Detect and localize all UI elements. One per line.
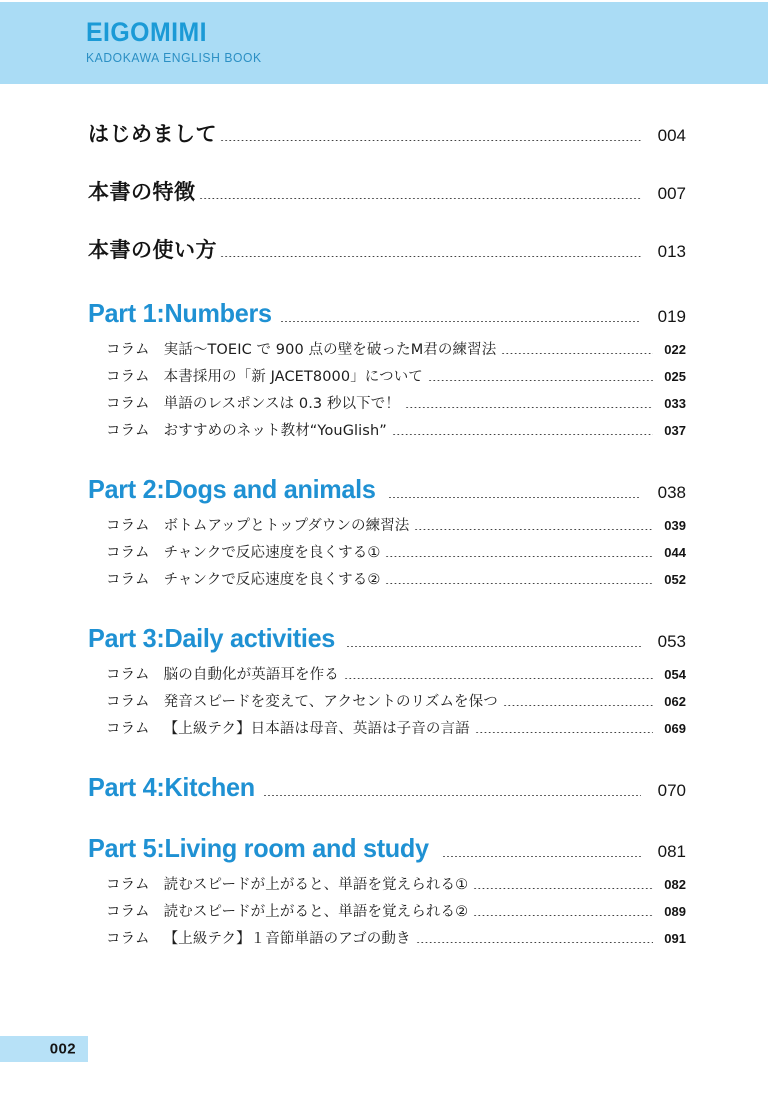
toc-entry-page: 004 bbox=[657, 126, 686, 145]
toc-column-title: 発音スピードを変えて、アクセントのリズムを保つ bbox=[163, 694, 498, 710]
page-footer-band bbox=[0, 1036, 88, 1062]
toc-column-kind: コラム bbox=[106, 572, 150, 588]
toc-column-kind: コラム bbox=[106, 396, 150, 412]
toc-entry-label: はじめまして bbox=[88, 122, 217, 146]
toc-column-label bbox=[106, 338, 496, 359]
toc-column-label bbox=[106, 900, 468, 921]
toc-column-title: 読むスピードが上がると、単語を覚えられる① bbox=[163, 877, 469, 893]
dot-leader bbox=[280, 321, 641, 322]
toc-column-kind: コラム bbox=[106, 694, 150, 710]
dot-leader bbox=[263, 795, 641, 796]
toc-part-title: Part 1:Numbers bbox=[88, 298, 272, 328]
toc-entry-page: 013 bbox=[657, 242, 686, 261]
toc-column-kind: コラム bbox=[106, 667, 150, 683]
toc-column-label bbox=[106, 541, 380, 562]
toc-column-title: 読むスピードが上がると、単語を覚えられる② bbox=[163, 904, 469, 920]
dot-leader bbox=[442, 856, 641, 857]
toc-column-kind: コラム bbox=[106, 721, 150, 737]
toc-column-kind: コラム bbox=[106, 545, 150, 561]
toc-entry-page: 007 bbox=[657, 184, 686, 203]
dot-leader bbox=[473, 888, 653, 889]
toc-column-list bbox=[106, 514, 686, 589]
toc-entry-label: 本書の特徴 bbox=[88, 180, 196, 204]
toc-column-page: 022 bbox=[664, 342, 686, 357]
toc-entry-front-matter[interactable] bbox=[88, 234, 686, 264]
toc-column-title: 脳の自動化が英語耳を作る bbox=[163, 667, 339, 683]
toc-column-entry[interactable] bbox=[106, 419, 686, 440]
toc-part-heading[interactable] bbox=[88, 298, 686, 329]
toc-column-page: 091 bbox=[664, 931, 686, 946]
page-number: 002 bbox=[49, 1040, 76, 1058]
toc-column-title: ボトムアップとトップダウンの練習法 bbox=[163, 518, 410, 534]
toc-column-page: 089 bbox=[664, 904, 686, 919]
toc-column-kind: コラム bbox=[106, 931, 150, 947]
toc-column-title: おすすめのネット教材“YouGlish” bbox=[163, 423, 387, 439]
toc-part-group bbox=[88, 772, 686, 803]
toc-part-heading[interactable] bbox=[88, 474, 686, 505]
toc-part-page: 081 bbox=[657, 842, 686, 861]
toc-column-label bbox=[106, 392, 400, 413]
toc-column-page: 033 bbox=[664, 396, 686, 411]
toc-column-kind: コラム bbox=[106, 904, 150, 920]
toc-column-page: 037 bbox=[664, 423, 686, 438]
toc-column-entry[interactable] bbox=[106, 900, 686, 921]
dot-leader bbox=[388, 497, 641, 498]
toc-column-page: 025 bbox=[664, 369, 686, 384]
toc-column-entry[interactable] bbox=[106, 541, 686, 562]
toc-column-entry[interactable] bbox=[106, 514, 686, 535]
toc-part-heading[interactable] bbox=[88, 772, 686, 803]
toc-part-group bbox=[88, 833, 686, 948]
toc-part-page: 019 bbox=[657, 307, 686, 326]
toc-column-entry[interactable] bbox=[106, 663, 686, 684]
toc-column-kind: コラム bbox=[106, 369, 150, 385]
toc-part-heading[interactable] bbox=[88, 833, 686, 864]
toc-column-page: 082 bbox=[664, 877, 686, 892]
dot-leader bbox=[416, 942, 653, 943]
dot-leader bbox=[344, 678, 653, 679]
toc-entry-front-matter[interactable] bbox=[88, 118, 686, 148]
dot-leader bbox=[503, 705, 653, 706]
toc-column-page: 054 bbox=[664, 667, 686, 682]
toc-column-kind: コラム bbox=[106, 423, 150, 439]
toc-column-label bbox=[106, 365, 423, 386]
dot-leader bbox=[414, 529, 653, 530]
brand-logo-subtitle: KADOKAWA ENGLISH BOOK bbox=[86, 51, 262, 65]
toc-part-group bbox=[88, 623, 686, 738]
toc-column-page: 062 bbox=[664, 694, 686, 709]
page-header-band bbox=[0, 2, 768, 84]
toc-column-entry[interactable] bbox=[106, 338, 686, 359]
toc-column-page: 039 bbox=[664, 518, 686, 533]
toc-part-group bbox=[88, 298, 686, 440]
toc-column-entry[interactable] bbox=[106, 927, 686, 948]
toc-part-group bbox=[88, 474, 686, 589]
dot-leader bbox=[428, 380, 653, 381]
toc-column-list bbox=[106, 338, 686, 440]
toc-column-list bbox=[106, 663, 686, 738]
dot-leader bbox=[385, 556, 653, 557]
toc-column-kind: コラム bbox=[106, 877, 150, 893]
brand-logo-title: EIGOMIMI bbox=[86, 17, 207, 47]
toc-column-kind: コラム bbox=[106, 342, 150, 358]
toc-column-entry[interactable] bbox=[106, 690, 686, 711]
toc-column-title: チャンクで反応速度を良くする② bbox=[163, 572, 381, 588]
dot-leader bbox=[385, 583, 653, 584]
toc-part-page: 038 bbox=[657, 483, 686, 502]
toc-column-label bbox=[106, 663, 339, 684]
toc-part-page: 070 bbox=[657, 781, 686, 800]
dot-leader bbox=[475, 732, 653, 733]
toc-column-label bbox=[106, 419, 387, 440]
toc-column-page: 044 bbox=[664, 545, 686, 560]
toc-column-title: 単語のレスポンスは 0.3 秒以下で！ bbox=[163, 396, 400, 412]
toc-column-kind: コラム bbox=[106, 518, 150, 534]
toc-entry-front-matter[interactable] bbox=[88, 176, 686, 206]
toc-column-entry[interactable] bbox=[106, 717, 686, 738]
table-of-contents bbox=[88, 118, 686, 948]
toc-column-title: チャンクで反応速度を良くする① bbox=[163, 545, 381, 561]
toc-column-title: 【上級テク】日本語は母音、英語は子音の言語 bbox=[163, 721, 470, 737]
toc-column-label bbox=[106, 690, 498, 711]
toc-entry-label: 本書の使い方 bbox=[88, 238, 217, 262]
toc-part-title: Part 5:Living room and study bbox=[88, 833, 429, 863]
toc-column-page: 069 bbox=[664, 721, 686, 736]
toc-column-list bbox=[106, 873, 686, 948]
toc-column-entry[interactable] bbox=[106, 365, 686, 386]
toc-part-heading[interactable] bbox=[88, 623, 686, 654]
toc-column-entry[interactable] bbox=[106, 568, 686, 589]
dot-leader bbox=[405, 407, 653, 408]
dot-leader bbox=[346, 646, 641, 647]
dot-leader bbox=[392, 434, 653, 435]
toc-column-title: 実話〜TOEIC で 900 点の壁を破ったM君の練習法 bbox=[163, 342, 497, 358]
toc-part-title: Part 3:Daily activities bbox=[88, 623, 336, 653]
brand-logo bbox=[86, 18, 267, 66]
toc-column-title: 【上級テク】１音節単語のアゴの動き bbox=[163, 931, 411, 947]
toc-column-title: 本書採用の「新 JACET8000」について bbox=[163, 369, 423, 385]
toc-part-title: Part 4:Kitchen bbox=[88, 772, 255, 802]
toc-column-label bbox=[106, 873, 468, 894]
toc-column-label bbox=[106, 514, 409, 535]
toc-part-page: 053 bbox=[657, 632, 686, 651]
toc-column-label bbox=[106, 568, 380, 589]
dot-leader bbox=[501, 353, 653, 354]
toc-column-page: 052 bbox=[664, 572, 686, 587]
toc-part-title: Part 2:Dogs and animals bbox=[88, 474, 376, 504]
dot-leader bbox=[220, 256, 641, 257]
toc-column-entry[interactable] bbox=[106, 873, 686, 894]
toc-column-label bbox=[106, 717, 470, 738]
toc-column-label bbox=[106, 927, 411, 948]
toc-column-entry[interactable] bbox=[106, 392, 686, 413]
dot-leader bbox=[199, 198, 642, 199]
dot-leader bbox=[473, 915, 653, 916]
dot-leader bbox=[220, 140, 641, 141]
